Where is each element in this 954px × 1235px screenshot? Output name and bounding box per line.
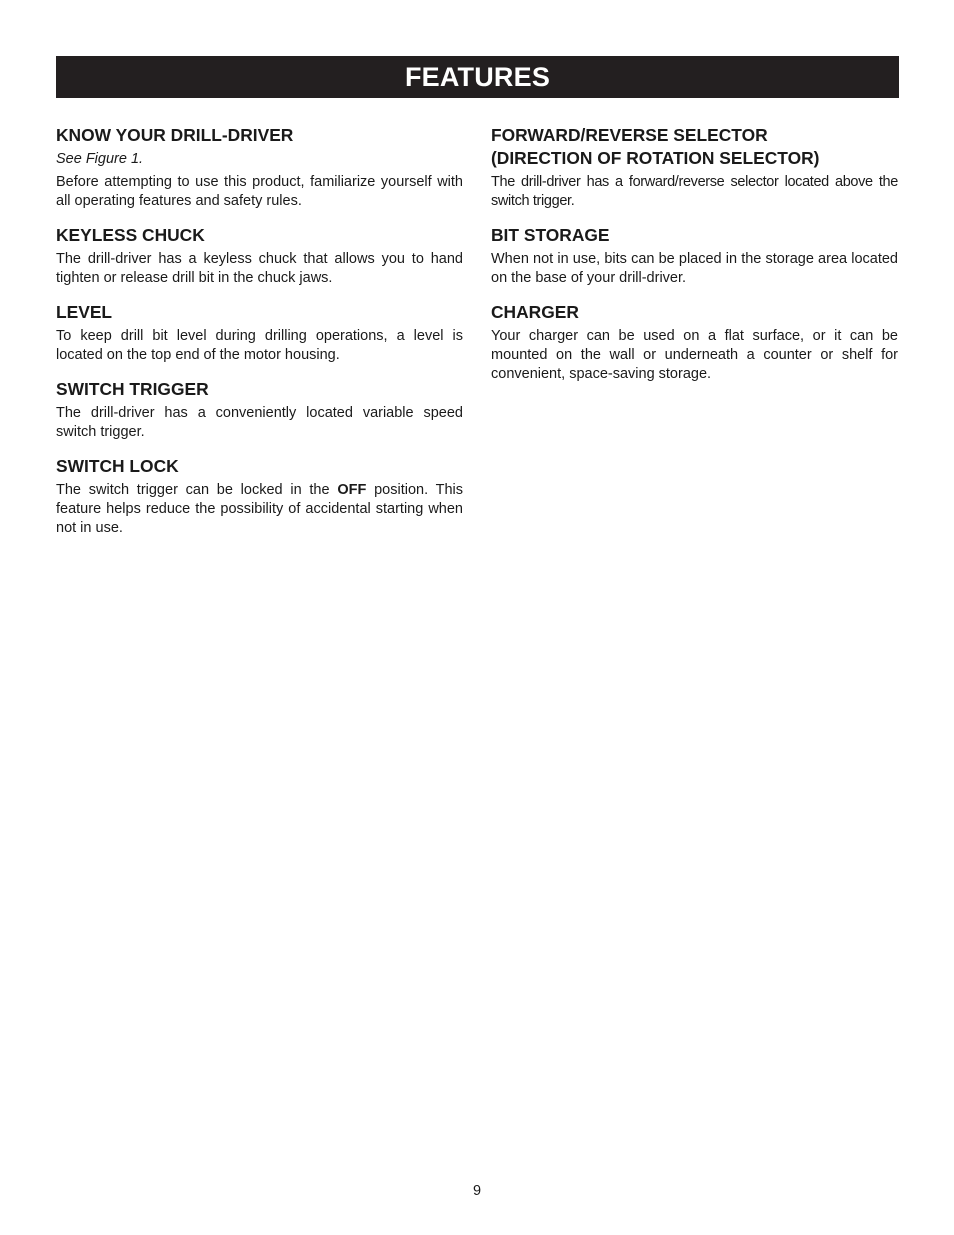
off-emphasis: OFF xyxy=(337,482,367,498)
body-text: position. This feature helps reduce the possibility of accidental starting when not in use. xyxy=(56,482,463,536)
section-keyless-chuck xyxy=(56,224,463,288)
section-switch-lock xyxy=(56,455,463,538)
section-body: The drill-driver has a forward/reverse selector located above the switch trigger. xyxy=(491,174,898,209)
section-body: To keep drill bit level during drilling operations, a level is located on the top end of the motor housing. xyxy=(56,328,463,363)
section-body xyxy=(56,481,463,538)
title-bar xyxy=(56,56,899,98)
section-heading: CHARGER xyxy=(491,302,579,322)
heading-line-2: (DIRECTION OF ROTATION SELECTOR) xyxy=(491,148,820,168)
heading-line-1: FORWARD/REVERSE SELECTOR xyxy=(491,125,768,145)
section-charger xyxy=(491,301,898,384)
section-heading: KEYLESS CHUCK xyxy=(56,225,205,245)
section-forward-reverse xyxy=(491,124,898,211)
page-title: FEATURES xyxy=(404,61,551,92)
right-column xyxy=(491,124,898,397)
section-know-your-drill xyxy=(56,124,463,211)
section-switch-trigger xyxy=(56,378,463,442)
section-body: The drill-driver has a conveniently located variable speed switch trigger. xyxy=(56,405,463,440)
section-heading: KNOW YOUR DRILL-DRIVER xyxy=(56,125,294,145)
section-level xyxy=(56,301,463,365)
section-body: Before attempting to use this product, familiarize yourself with all operating features and safety rules. xyxy=(56,174,463,209)
section-heading: LEVEL xyxy=(56,302,113,322)
section-heading: SWITCH TRIGGER xyxy=(56,379,209,399)
section-heading: SWITCH LOCK xyxy=(56,456,179,476)
section-bit-storage xyxy=(491,224,898,288)
section-heading: BIT STORAGE xyxy=(491,225,610,245)
section-body: The drill-driver has a keyless chuck that allows you to hand tighten or release drill bit in the chuck jaws. xyxy=(56,251,463,286)
page-number: 9 xyxy=(472,1183,482,1199)
body-text: The switch trigger can be locked in the xyxy=(56,482,338,498)
section-heading xyxy=(491,124,898,170)
left-column xyxy=(56,124,463,551)
figure-reference: See Figure 1. xyxy=(56,151,144,167)
section-body: Your charger can be used on a flat surface, or it can be mounted on the wall or underneath a counter or shelf for convenient, space-saving storage. xyxy=(491,328,898,382)
section-body: When not in use, bits can be placed in the storage area located on the base of your drill-driver. xyxy=(491,251,898,286)
